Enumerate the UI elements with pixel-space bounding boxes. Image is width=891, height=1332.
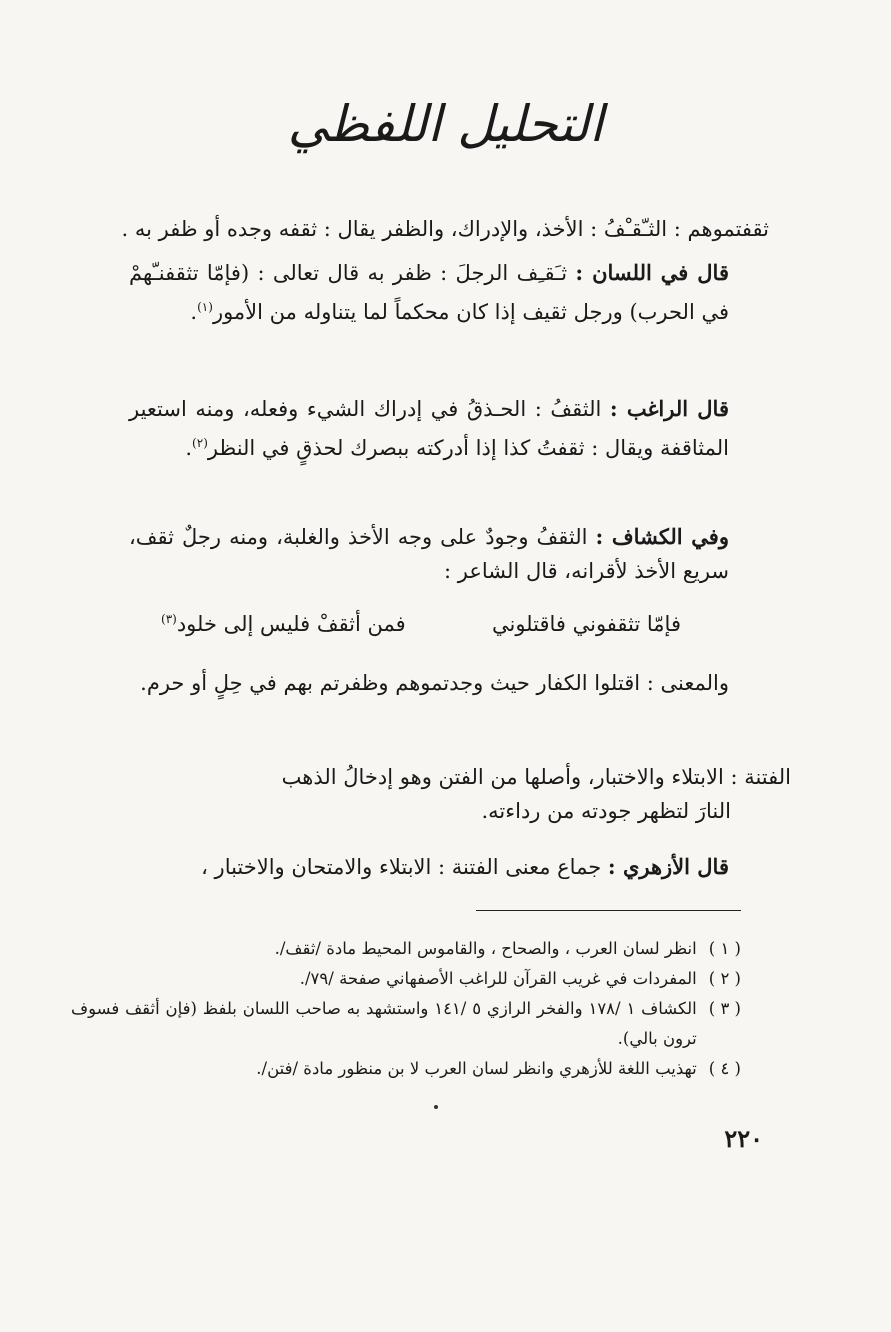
poem-hemistich-2 <box>161 612 406 636</box>
footnote-text: انظر لسان العرب ، والصحاح ، والقاموس المحيط مادة /ثقف/. <box>274 939 697 958</box>
footnote-number: ( ١ ) <box>708 939 741 958</box>
poem-hemistich-2-text: فمن أثقفْ فليس إلى خلود <box>176 612 406 636</box>
paragraph-fitna-first: الفتنة : الابتلاء والاختبار، وأصلها من الفتن وهو إدخالُ الذهب <box>281 765 791 789</box>
paragraph-kashshaf <box>129 520 729 588</box>
paragraph-thaqafa: ثقفتموهم : الثـّقـْفُ : الأخذ، والإدراك، والظفر يقال : ثقفه وجده أو ظفر به . <box>121 217 769 241</box>
source-lead-kashshaf: وفي الكشاف : <box>595 524 729 549</box>
paragraph-lisan: قال في اللسان : ثـَقـِف الرجلَ : ظفر به قال تعالى : (فإمّا تثقفنـّهمْ في الحرب) ورجل ثقيف إذا كان محكماً لما يتناوله من الأمور$^{(١)}$. <box>129 260 729 324</box>
paragraph-azhari <box>129 850 729 884</box>
source-lead-raghib: قال الراغب : <box>609 396 729 421</box>
paragraph-lisan-body: ثـَقـِف الرجلَ : ظفر به قال تعالى : (فإمّا تثقفنـّهمْ في الحرب) ورجل ثقيف إذا كان محكماً لما يتناوله من الأمور <box>129 261 729 324</box>
footnote-item <box>71 934 741 964</box>
footnote-ref-1: (١) <box>197 300 213 314</box>
paragraph-raghib-body: الثقفُ : الحـذقُ في إدراك الشيء وفعله، ومنه استعير المثاقفة ويقال : ثقفتُ كذا إذا أدركته ببصرك لحذقٍ في النظر <box>129 397 729 460</box>
footnote-item <box>71 964 741 994</box>
source-lead-azhari: قال الأزهري : <box>607 854 729 879</box>
footnote-item <box>71 994 741 1054</box>
print-speck <box>434 1105 438 1109</box>
page-title: التحليل اللفظي <box>287 95 604 153</box>
footnote-text: تهذيب اللغة للأزهري وانظر لسان العرب لا بن منظور مادة /فتن/. <box>256 1059 697 1078</box>
footnote-ref-3: (٣) <box>161 612 177 626</box>
poem-verse <box>161 612 681 636</box>
footnote-text: الكشاف ١ /١٧٨ والفخر الرازي ٥ /١٤١ واستشهد به صاحب اللسان بلفظ (فإن أثقف فسوف ترون بالي). <box>71 999 697 1048</box>
paragraph-fitna <box>71 760 791 828</box>
footnote-divider <box>476 910 741 911</box>
paragraph-kashshaf-body: الثقفُ وجودٌ على وجه الأخذ والغلبة، ومنه رجلٌ ثقف، سريع الأخذ لأقرانه، قال الشاعر : <box>129 525 729 583</box>
footnote-text: المفردات في غريب القرآن للراغب الأصفهاني صفحة /٧٩/. <box>299 969 697 988</box>
footnote-item <box>71 1054 741 1084</box>
footnote-number: ( ٣ ) <box>708 999 741 1018</box>
footnote-number: ( ٤ ) <box>708 1059 741 1078</box>
source-lead-lisan: قال في اللسان : <box>575 260 729 285</box>
footnotes-section <box>71 934 741 1084</box>
footnote-ref-2: (٢) <box>192 436 208 450</box>
page-number: ٢٢٠ <box>724 1124 763 1153</box>
footnote-number: ( ٢ ) <box>708 969 741 988</box>
paragraph-meaning: والمعنى : اقتلوا الكفار حيث وجدتموهم وظفرتم بهم في حِلٍ أو حرم. <box>140 671 729 695</box>
paragraph-raghib: قال الراغب : الثقفُ : الحـذقُ في إدراك الشيء وفعله، ومنه استعير المثاقفة ويقال : ثقفتُ كذا إذا أدركته ببصرك لحذقٍ في النظر$^{(٢)}$. <box>129 396 729 460</box>
paragraph-fitna-cont: النارَ لتظهر جودته من رداءته. <box>481 799 731 823</box>
poem-hemistich-1: فإمّا تثقفوني فاقتلوني <box>491 612 681 636</box>
paragraph-azhari-body: جماع معنى الفتنة : الابتلاء والامتحان والاختبار ، <box>201 855 608 879</box>
